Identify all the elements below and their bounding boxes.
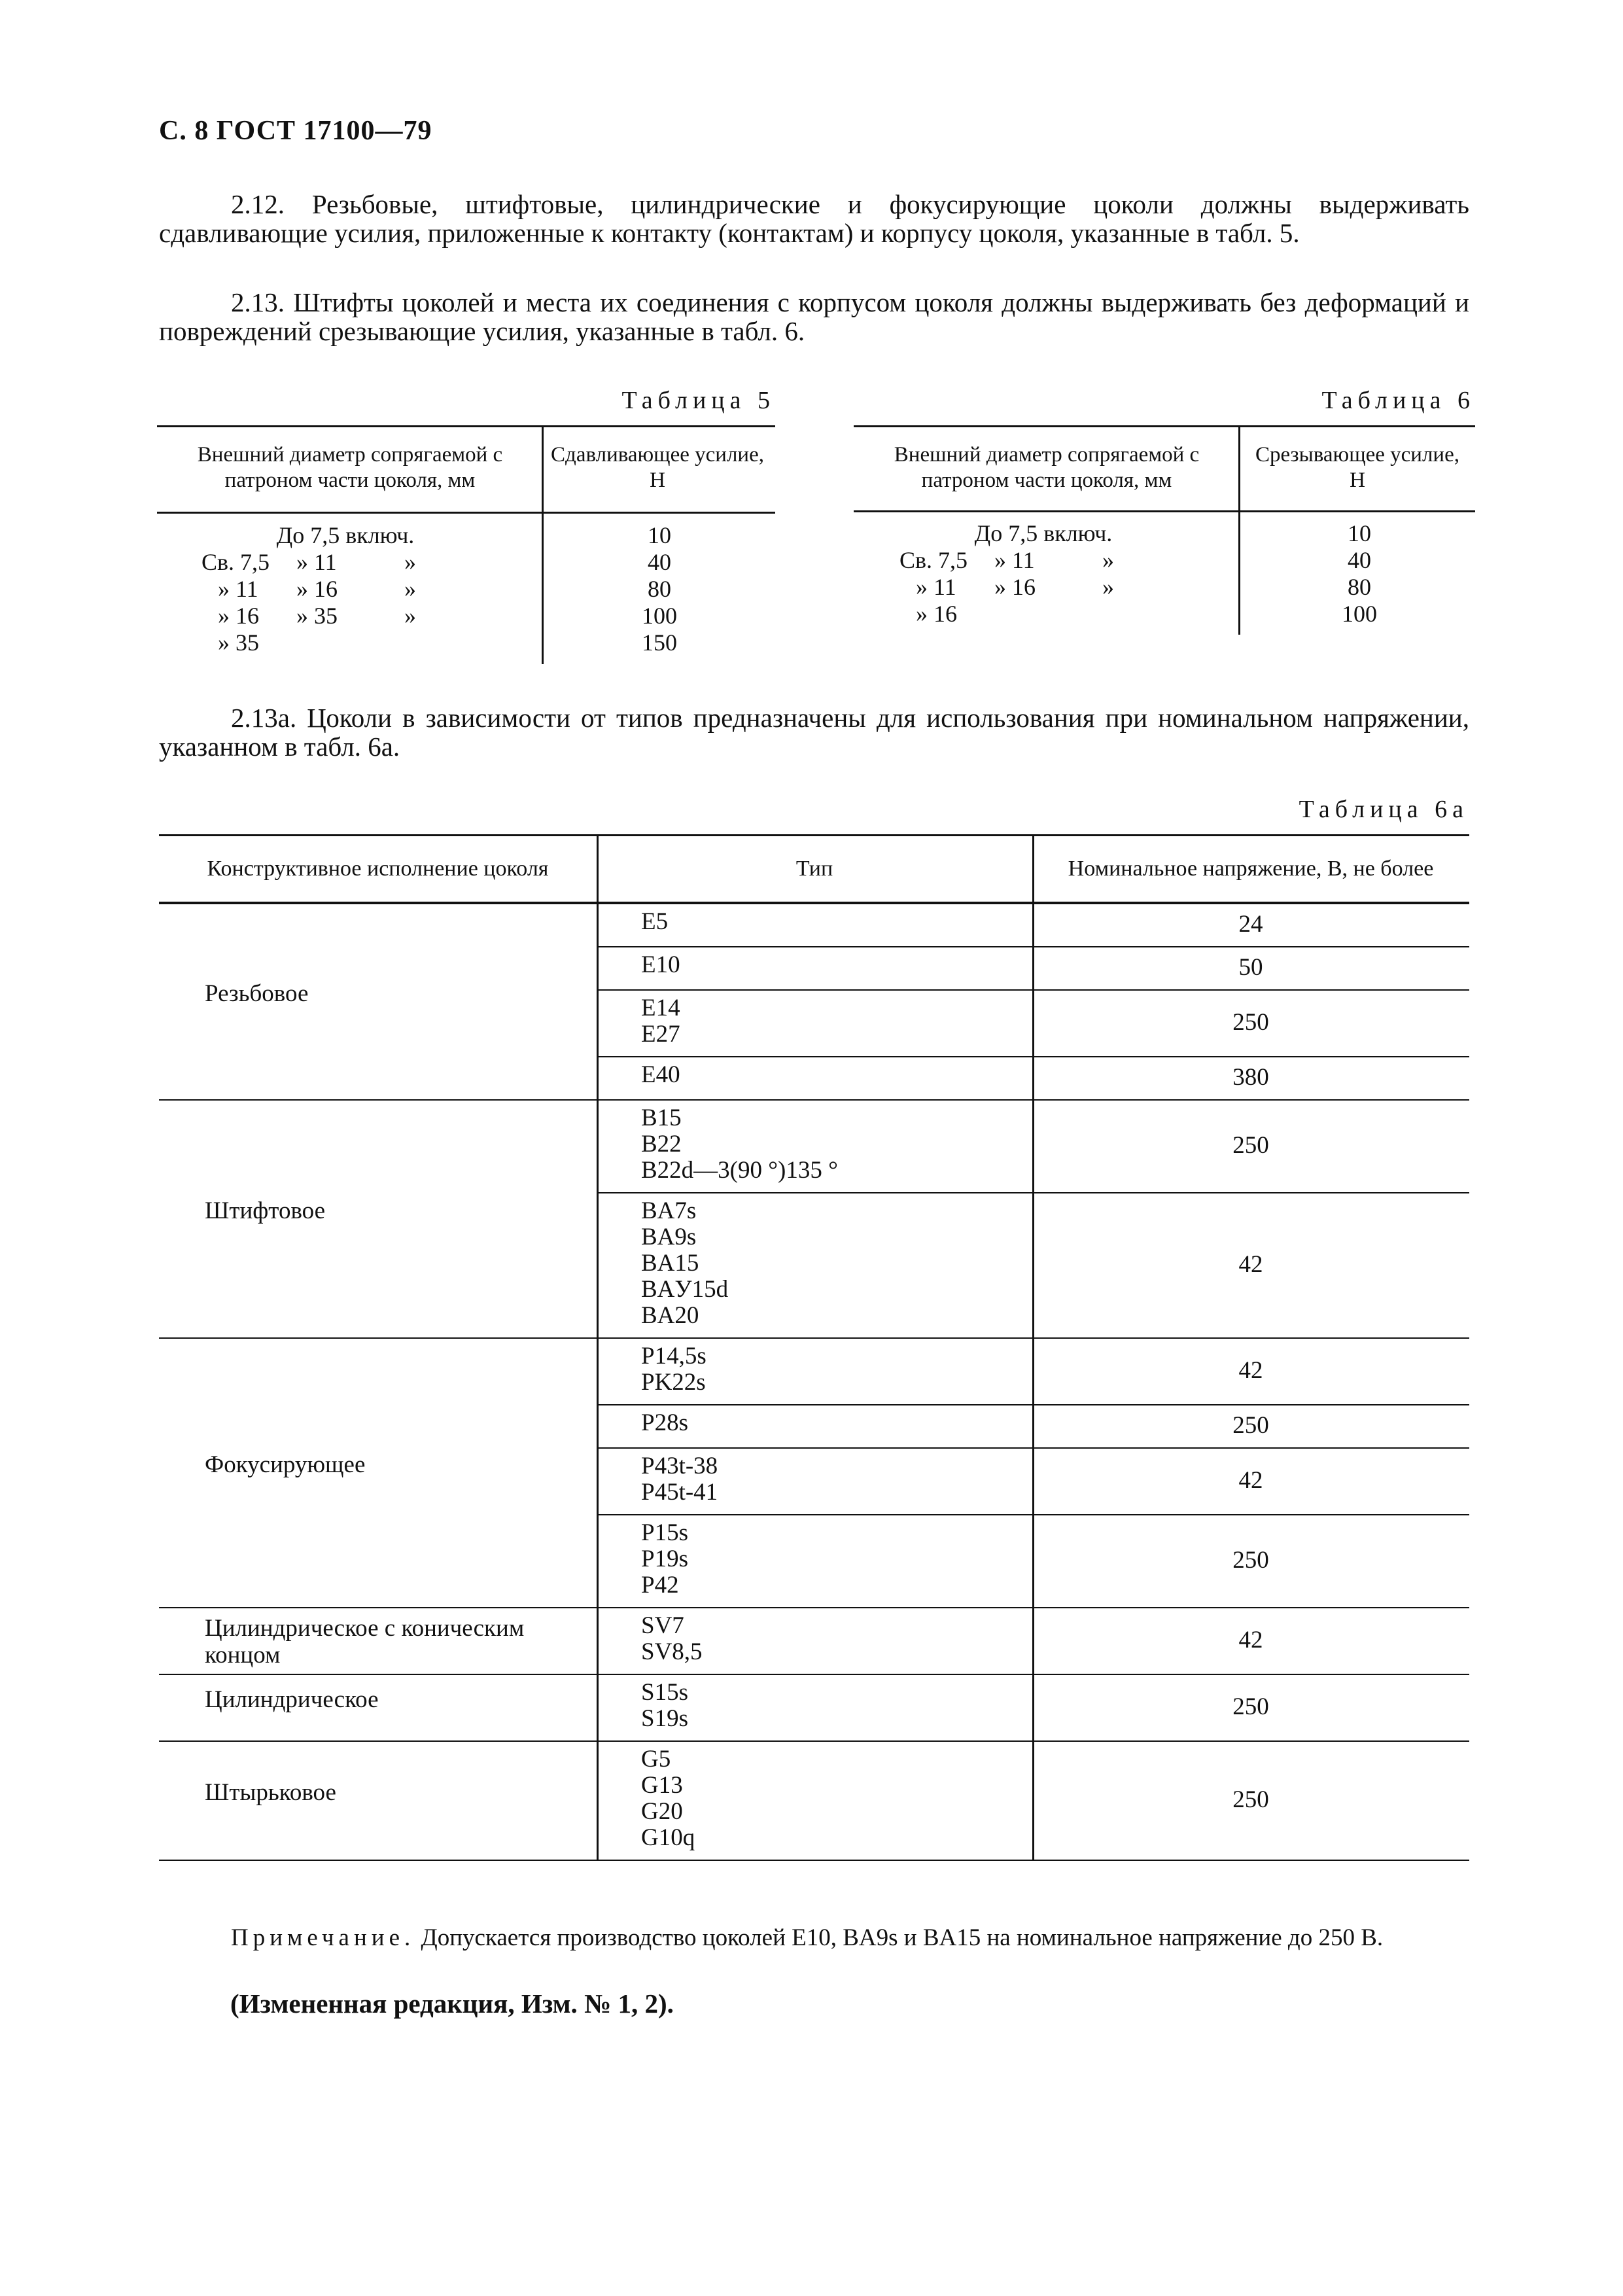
table-6a-group-rule bbox=[159, 1740, 1469, 1742]
table-6a-type: E5 bbox=[641, 908, 669, 935]
table-6a-voltage: 50 bbox=[1238, 954, 1263, 981]
paragraph-2-13 bbox=[159, 288, 1469, 345]
table-5-head-rule bbox=[157, 512, 775, 514]
diameter-fragment: Св. 7,5 bbox=[201, 549, 270, 575]
table5-diameter-row bbox=[162, 549, 529, 576]
table-6a-type: BA7s bbox=[641, 1197, 697, 1224]
table6-diameter-row bbox=[860, 547, 1227, 574]
table-6a-head-divider bbox=[597, 834, 599, 902]
table-6a-voltage: 250 bbox=[1232, 1412, 1269, 1439]
table6-diameter-row bbox=[860, 520, 1227, 547]
note-label: Примечание. bbox=[231, 1924, 415, 1951]
table-5-caption: Таблица 5 bbox=[621, 387, 775, 414]
table-6a-type: P45t-41 bbox=[641, 1479, 718, 1506]
table-6a-voltage: 24 bbox=[1238, 911, 1263, 938]
table5-diameter-row bbox=[162, 522, 529, 549]
table-6a-type: BA20 bbox=[641, 1302, 699, 1329]
page-header: С. 8 ГОСТ 17100—79 bbox=[159, 116, 432, 146]
diameter-fragment: » 16 bbox=[994, 574, 1036, 600]
table-6a-head-divider bbox=[1032, 834, 1034, 902]
table-5-head-diameter: Внешний диаметр сопрягаемой с патроном части цоколя, мм bbox=[197, 443, 503, 492]
diameter-text bbox=[162, 629, 529, 656]
table-6a-type: S19s bbox=[641, 1705, 688, 1732]
table-6a-type: S15s bbox=[641, 1679, 688, 1706]
table-6a-head-design: Конструктивное исполнение цоколя bbox=[207, 857, 549, 881]
note-text: Допускается производство цоколей E10, BA9s и BA15 на номинальное напряжение до 250 В. bbox=[421, 1924, 1384, 1951]
table-6a-design-name: Цилиндрическое с коническим концом bbox=[205, 1615, 525, 1669]
paragraph-2-12 bbox=[159, 190, 1469, 247]
table5-force-value: 80 bbox=[648, 576, 671, 602]
diameter-fragment: » 35 bbox=[296, 603, 338, 629]
diameter-text bbox=[162, 576, 529, 603]
diameter-fragment: » bbox=[1102, 547, 1114, 573]
table-6a-type: G13 bbox=[641, 1772, 683, 1799]
diameter-fragment: » 11 bbox=[916, 574, 956, 600]
diameter-fragment: » 35 bbox=[218, 629, 259, 656]
table-6-col-divider bbox=[1238, 425, 1240, 635]
table-5-head-force: Сдавливающее усилие, Н bbox=[551, 443, 764, 492]
table6-force-value: 100 bbox=[1342, 601, 1377, 627]
table-6a-voltage: 380 bbox=[1232, 1064, 1269, 1091]
diameter-fragment: » 16 bbox=[218, 603, 259, 629]
table-6a-type: SV7 bbox=[641, 1612, 684, 1639]
table-6a-head-rule bbox=[159, 902, 1469, 904]
diameter-fragment: » 11 bbox=[218, 576, 258, 602]
diameter-fragment: » 11 bbox=[296, 549, 337, 575]
table-6a-group-rule bbox=[159, 1099, 1469, 1101]
diameter-text: До 7,5 включ. bbox=[974, 520, 1113, 546]
table-6a-type: E14 bbox=[641, 995, 680, 1021]
table-6a-design-name: Фокусирующее bbox=[205, 1451, 366, 1478]
table-note bbox=[159, 1924, 1469, 1952]
table5-diameter-row bbox=[162, 603, 529, 629]
diameter-fragment: » 16 bbox=[916, 601, 957, 627]
table5-force-value: 40 bbox=[648, 549, 671, 575]
table-6a-group-rule bbox=[159, 1607, 1469, 1608]
table5-diameter-row bbox=[162, 629, 529, 656]
table-6a-type: P15s bbox=[641, 1519, 688, 1546]
diameter-fragment: » bbox=[404, 576, 416, 602]
amendment-note: (Измененная редакция, Изм. № 1, 2). bbox=[230, 1988, 674, 2019]
table6-diameter-row bbox=[860, 601, 1227, 627]
table-6-caption: Таблица 6 bbox=[1321, 387, 1475, 414]
table-6a-voltage: 250 bbox=[1232, 1009, 1269, 1036]
table-6a-type: P43t-38 bbox=[641, 1453, 718, 1479]
table-6a-type: B22d—3(90 °)135 ° bbox=[641, 1157, 838, 1184]
table-6a-head-voltage: Номинальное напряжение, В, не более bbox=[1068, 857, 1434, 881]
table-6a-col-divider bbox=[597, 902, 599, 1861]
table-6a-voltage: 42 bbox=[1238, 1627, 1263, 1653]
diameter-fragment: » bbox=[404, 549, 416, 575]
table-6a-col-divider bbox=[1032, 902, 1034, 1861]
table-6a-type: PK22s bbox=[641, 1369, 706, 1396]
table-6a-design-name: Резьбовое bbox=[205, 980, 309, 1007]
diameter-fragment: » 11 bbox=[994, 547, 1035, 573]
table-6a-type: E10 bbox=[641, 951, 680, 978]
table-6a-top-rule bbox=[159, 834, 1469, 836]
table5-diameter-row bbox=[162, 576, 529, 603]
table-6a-type: BAУ15d bbox=[641, 1276, 729, 1303]
table-6-head-force: Срезывающее усилие, Н bbox=[1255, 443, 1459, 492]
table-6a-type: E27 bbox=[641, 1021, 680, 1048]
table-6a-design-name: Штифтовое bbox=[205, 1197, 326, 1224]
paragraph-2-12-text: 2.12. Резьбовые, штифтовые, цилиндрические и фокусирующие цоколи должны выдерживать сдавливающие усилия, приложенные к контакту (контактам) и корпусу цоколя, указанные в табл. 5. bbox=[159, 189, 1469, 248]
table-6a-type: BA9s bbox=[641, 1224, 697, 1250]
table6-force-value: 80 bbox=[1348, 574, 1371, 600]
diameter-text bbox=[860, 601, 1227, 627]
table-6a-caption: Таблица 6а bbox=[1299, 796, 1469, 823]
table-6a-head-type: Тип bbox=[795, 857, 833, 881]
diameter-text bbox=[162, 603, 529, 629]
table-6a-type: G10q bbox=[641, 1824, 695, 1851]
table5-force-value: 150 bbox=[642, 629, 677, 656]
table5-force-value: 10 bbox=[648, 522, 671, 548]
table-6a-design-name: Цилиндрическое bbox=[205, 1686, 379, 1713]
paragraph-2-13-text: 2.13. Штифты цоколей и места их соединения с корпусом цоколя должны выдерживать без деформаций и повреждений срезывающие усилия, указанные в табл. 6. bbox=[159, 287, 1469, 346]
table-6a-voltage: 42 bbox=[1238, 1251, 1263, 1278]
table-6a-voltage: 250 bbox=[1232, 1132, 1269, 1159]
table-6a-group-rule bbox=[159, 1337, 1469, 1339]
table-6a-type: SV8,5 bbox=[641, 1638, 703, 1665]
diameter-fragment: » bbox=[1102, 574, 1114, 600]
table-6a-voltage: 250 bbox=[1232, 1693, 1269, 1720]
table-6a-type: P19s bbox=[641, 1545, 688, 1572]
table-6a-type: E40 bbox=[641, 1061, 680, 1088]
table-6-head-diameter: Внешний диаметр сопрягаемой с патроном части цоколя, мм bbox=[894, 443, 1200, 492]
table-6a-type: B15 bbox=[641, 1104, 682, 1131]
diameter-fragment: Св. 7,5 bbox=[899, 547, 968, 573]
table-6a-voltage: 250 bbox=[1232, 1547, 1269, 1574]
paragraph-2-13a-text: 2.13а. Цоколи в зависимости от типов предназначены для использования при номинальном напряжении, указанном в табл. 6а. bbox=[159, 703, 1469, 762]
table-6a-voltage: 42 bbox=[1238, 1357, 1263, 1384]
diameter-text: До 7,5 включ. bbox=[276, 522, 415, 548]
table-6a-type: G5 bbox=[641, 1746, 671, 1773]
table-6a-type: P14,5s bbox=[641, 1343, 707, 1369]
diameter-fragment: » bbox=[404, 603, 416, 629]
table-6a-type: BA15 bbox=[641, 1250, 699, 1277]
table-5-top-rule bbox=[157, 425, 775, 427]
table5-force-value: 100 bbox=[642, 603, 677, 629]
table-6a-type: B22 bbox=[641, 1131, 682, 1157]
table-6a-voltage: 42 bbox=[1238, 1467, 1263, 1494]
table6-force-value: 40 bbox=[1348, 547, 1371, 573]
diameter-text bbox=[860, 574, 1227, 601]
table-6-top-rule bbox=[854, 425, 1475, 427]
table-6a-group-rule bbox=[159, 1860, 1469, 1861]
table-6-head-rule bbox=[854, 510, 1475, 512]
table-6a-voltage: 250 bbox=[1232, 1786, 1269, 1813]
table6-diameter-row bbox=[860, 574, 1227, 601]
paragraph-2-13a bbox=[159, 703, 1469, 761]
table6-force-value: 10 bbox=[1348, 520, 1371, 546]
table-6a-type: P42 bbox=[641, 1572, 679, 1598]
diameter-fragment: » 16 bbox=[296, 576, 338, 602]
table-6a-type: G20 bbox=[641, 1798, 683, 1825]
table-6a-group-rule bbox=[159, 1674, 1469, 1675]
table-5-col-divider bbox=[542, 425, 544, 664]
table-6a-type: P28s bbox=[641, 1409, 688, 1436]
table-6a-design-name: Штырьковое bbox=[205, 1779, 336, 1806]
